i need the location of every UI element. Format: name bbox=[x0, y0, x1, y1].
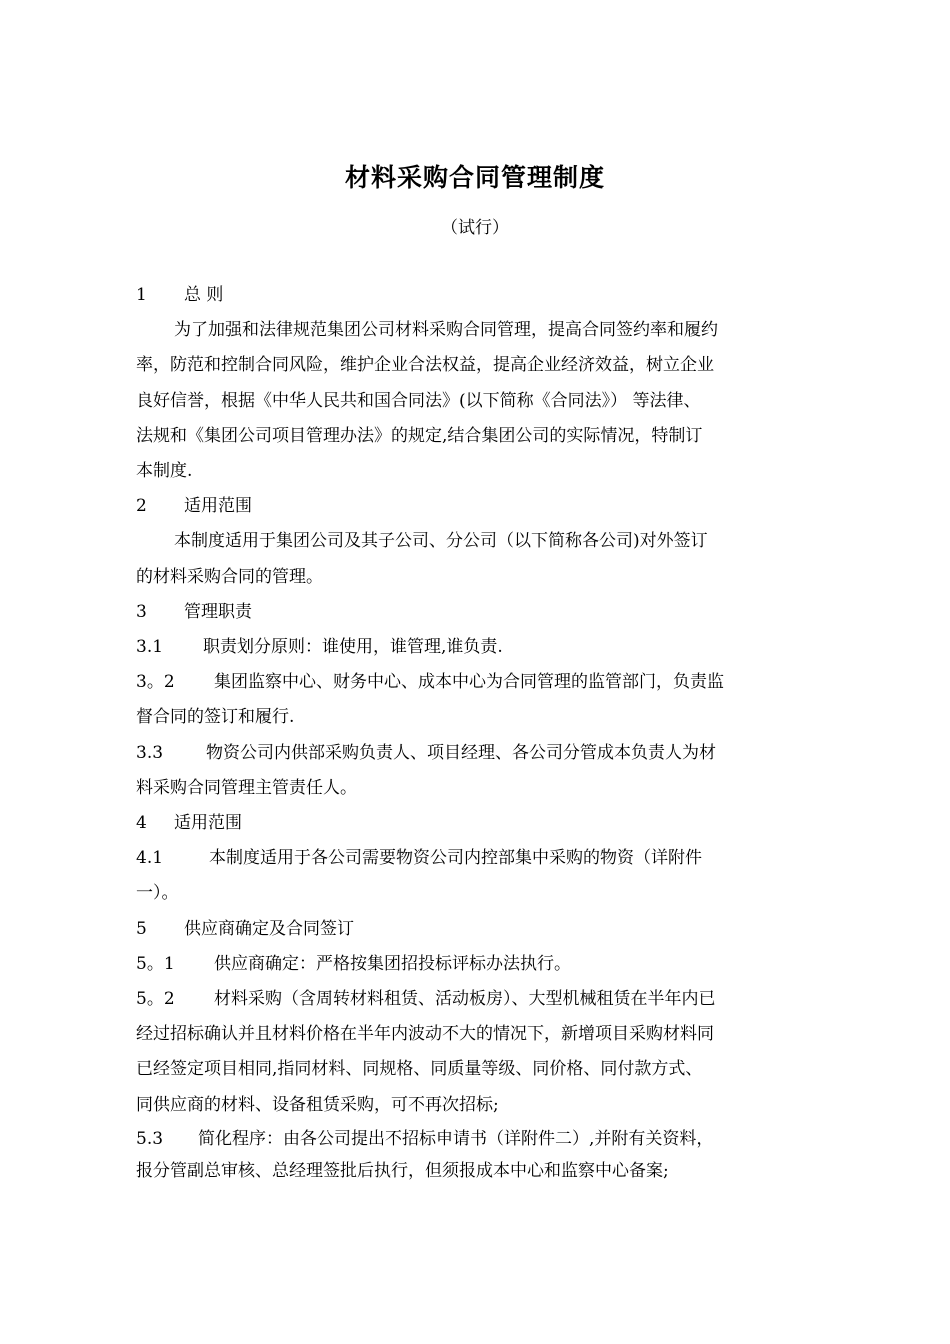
paragraph-line: 本制度适用于集团公司及其子公司、分公司（以下简称各公司)对外签订 bbox=[174, 531, 708, 552]
clause-line: 4.1 本制度适用于各公司需要物资公司内控部集中采购的物资（详附件 bbox=[136, 848, 702, 869]
section-heading: 4 适用范围 bbox=[136, 813, 242, 834]
clause-line: 5.3 简化程序：由各公司提出不招标申请书（详附件二）,并附有关资料， bbox=[136, 1128, 714, 1149]
clause-line: 5。2 材料采购（含周转材料租赁、活动板房）、大型机械租赁在半年内已 bbox=[136, 989, 716, 1010]
paragraph-line: 法规和《集团公司项目管理办法》的规定,结合集团公司的实际情况，特制订 bbox=[136, 425, 703, 446]
paragraph-line: 已经签定项目相同,指同材料、同规格、同质量等级、同价格、同付款方式、 bbox=[136, 1059, 703, 1080]
document-body bbox=[136, 278, 800, 1187]
paragraph-line: 经过招标确认并且材料价格在半年内波动不大的情况下，新增项目采购材料同 bbox=[136, 1024, 714, 1045]
paragraph-line: 为了加强和法律规范集团公司材料采购合同管理，提高合同签约率和履约 bbox=[174, 320, 718, 341]
paragraph-line: 率，防范和控制合同风险，维护企业合法权益，提高企业经济效益，树立企业 bbox=[136, 355, 714, 376]
paragraph-line: 一）。 bbox=[136, 883, 179, 904]
paragraph-line: 良好信誉，根据《中华人民共和国合同法》(以下简称《合同法》） 等法律、 bbox=[136, 390, 701, 411]
paragraph-line: 料采购合同管理主管责任人。 bbox=[136, 777, 357, 798]
document-subtitle: （试行） bbox=[441, 218, 509, 238]
document-title: 材料采购合同管理制度 bbox=[344, 163, 605, 192]
paragraph-line: 同供应商的材料、设备租赁采购，可不再次招标; bbox=[136, 1094, 499, 1115]
section-heading: 1 总 则 bbox=[136, 285, 224, 305]
section-heading: 2 适用范围 bbox=[136, 496, 252, 517]
paragraph-line: 本制度. bbox=[136, 461, 193, 482]
paragraph-line: 报分管副总审核、总经理签批后执行，但须报成本中心和监察中心备案; bbox=[136, 1160, 669, 1181]
clause-line: 3.3 物资公司内供部采购负责人、项目经理、各公司分管成本负责人为材 bbox=[136, 742, 716, 763]
clause-line: 3.1 职责划分原则：谁使用，谁管理,谁负责. bbox=[136, 637, 503, 658]
section-heading: 5 供应商确定及合同签订 bbox=[136, 918, 354, 939]
clause-line: 3。2 集团监察中心、财务中心、成本中心为合同管理的监管部门，负责监 bbox=[136, 672, 724, 693]
paragraph-line: 的材料采购合同的管理。 bbox=[136, 566, 323, 587]
clause-line: 5。1 供应商确定：严格按集团招投标评标办法执行。 bbox=[136, 953, 571, 974]
section-heading: 3 管理职责 bbox=[136, 601, 252, 622]
paragraph-line: 督合同的签订和履行. bbox=[136, 707, 295, 728]
